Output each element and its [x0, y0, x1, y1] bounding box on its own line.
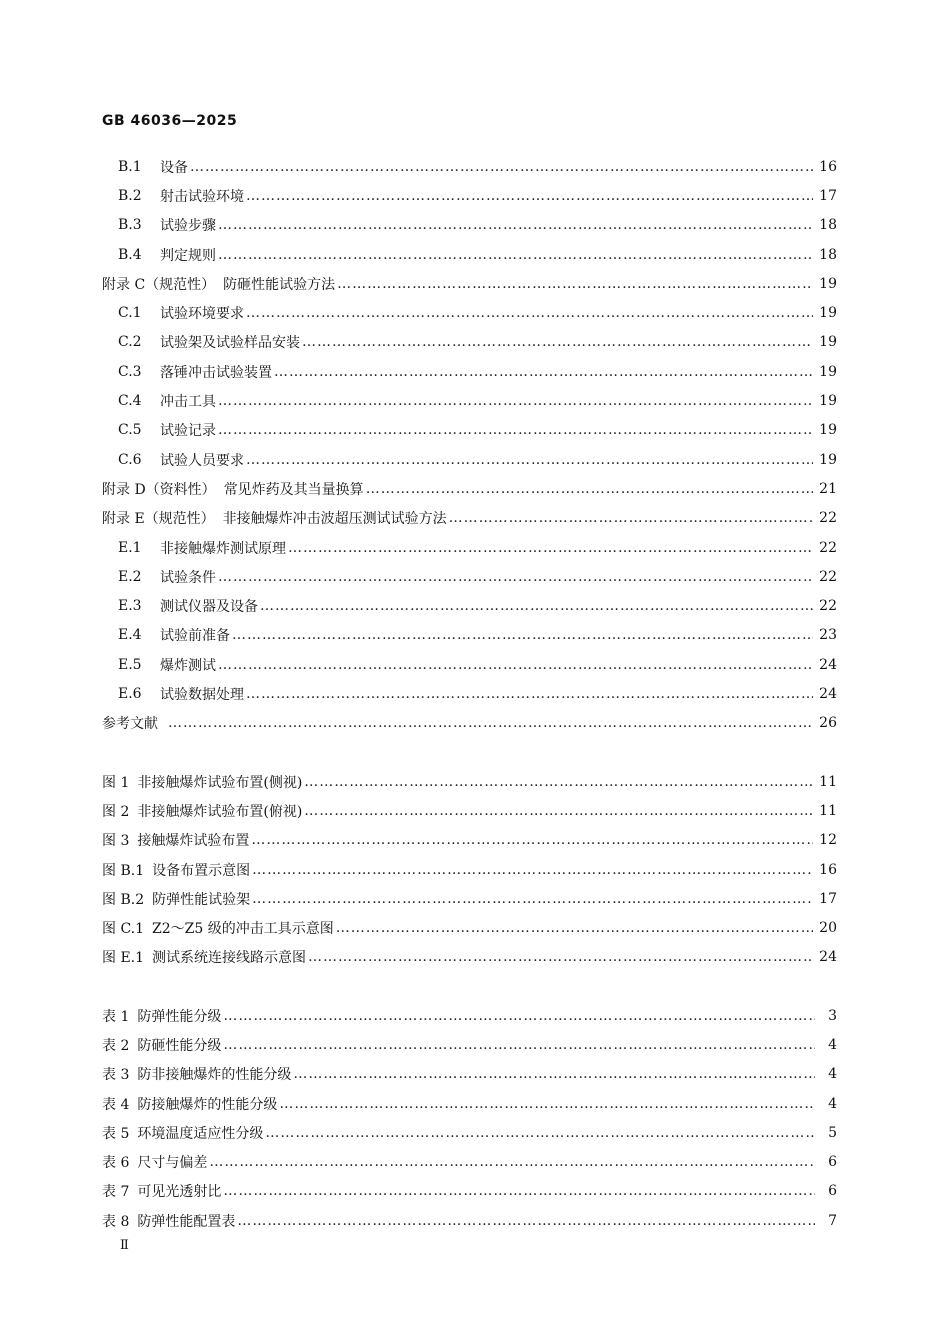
dot-leader	[293, 1066, 815, 1082]
toc-entry-title: 非接触爆炸冲击波超压测试试验方法	[222, 511, 447, 528]
toc-entry[interactable]	[102, 211, 837, 240]
toc-entry-number: 表 8	[102, 1213, 130, 1230]
toc-entry-page: 19	[819, 334, 837, 351]
dot-leader	[218, 657, 813, 673]
dot-leader	[218, 422, 813, 438]
toc-entry-page: 19	[819, 275, 837, 292]
toc-entry[interactable]	[102, 181, 837, 210]
toc-entry[interactable]	[102, 1147, 837, 1176]
toc-entry-page: 16	[819, 158, 837, 175]
toc-entry[interactable]	[102, 621, 837, 650]
toc-entry-page: 24	[819, 949, 837, 966]
toc-entry[interactable]	[102, 650, 837, 679]
toc-entry[interactable]	[102, 298, 837, 327]
toc-entry-number: 图 2	[102, 803, 130, 820]
toc-entry[interactable]	[102, 357, 837, 386]
toc-entry-title: 试验人员要求	[160, 452, 244, 469]
dot-leader	[246, 452, 813, 468]
toc-entry-title: 防弹性能配置表	[137, 1213, 236, 1230]
toc-entry-title: 试验前准备	[160, 628, 230, 645]
toc-entry-number: B.4	[118, 246, 142, 263]
toc-entry[interactable]	[102, 943, 837, 972]
dot-leader	[265, 1125, 815, 1141]
toc-entry-number: 附录 D（资料性）	[102, 481, 216, 498]
toc-entry-title: 射击试验环境	[160, 188, 244, 205]
toc-entry-page: 19	[819, 393, 837, 410]
dot-leader	[209, 1154, 815, 1170]
toc-entry-number: C.5	[118, 422, 142, 439]
toc-entry-number: C.1	[118, 305, 142, 322]
toc-entry-title: Z2～Z5 级的冲击工具示意图	[152, 921, 334, 938]
toc-entry-number: B.1	[118, 158, 142, 175]
toc-entry-page: 19	[819, 305, 837, 322]
toc-entry[interactable]	[102, 445, 837, 474]
toc-entry-page: 26	[819, 715, 837, 732]
toc-entry-page: 11	[819, 802, 837, 819]
toc-entry-title: 试验条件	[160, 569, 216, 586]
toc-entry-page: 19	[819, 422, 837, 439]
toc-entry-page: 20	[819, 920, 837, 937]
toc-entry-page: 11	[819, 773, 837, 790]
toc-entry[interactable]	[102, 679, 837, 708]
toc-entry-page: 23	[819, 627, 837, 644]
dot-leader	[304, 803, 813, 819]
toc-entry-page: 22	[819, 510, 837, 527]
toc-entry-title: 试验数据处理	[160, 686, 244, 703]
toc-entry-number: 图 B.1	[102, 862, 145, 879]
toc-entry-title: 防弹性能分级	[137, 1008, 222, 1025]
dot-leader	[218, 217, 813, 233]
toc-entry[interactable]	[102, 240, 837, 269]
toc-entry[interactable]	[102, 1060, 837, 1089]
toc-entry[interactable]	[102, 591, 837, 620]
dot-leader	[302, 334, 813, 350]
dot-leader	[336, 920, 813, 936]
toc-entry-title: 试验环境要求	[160, 306, 244, 323]
toc-figures-list	[102, 767, 837, 972]
toc-entry-number: E.4	[118, 627, 142, 644]
toc-entry-number: 表 1	[102, 1008, 130, 1025]
dot-leader	[252, 862, 813, 878]
toc-entry-number: 图 B.2	[102, 891, 145, 908]
toc-entry[interactable]	[102, 1030, 837, 1059]
toc-entry-number: E.3	[118, 598, 142, 615]
toc-entry-number: C.4	[118, 393, 142, 410]
toc-entry-page: 7	[828, 1212, 837, 1229]
dot-leader	[218, 247, 813, 263]
toc-entry-number: C.3	[118, 363, 142, 380]
toc-entry-page: 18	[819, 246, 837, 263]
toc-entry-number: 表 2	[102, 1037, 130, 1054]
document-code: GB 46036—2025	[102, 113, 238, 129]
toc-entry-number: 表 4	[102, 1096, 130, 1113]
toc-entry-title: 测试系统连接线路示意图	[152, 950, 307, 967]
toc-entry-number: 表 5	[102, 1125, 130, 1142]
toc-entry-page: 4	[828, 1095, 837, 1112]
dot-leader	[449, 510, 814, 526]
dot-leader	[223, 1183, 815, 1199]
toc-entry-number: B.2	[118, 187, 142, 204]
toc-entry-number: 参考文献	[102, 716, 158, 733]
dot-leader	[237, 1213, 815, 1229]
toc-entry-number: 附录 E（规范性）	[102, 511, 215, 528]
toc-entry-number: 图 1	[102, 774, 130, 791]
toc-entry-number: C.2	[118, 334, 142, 351]
toc-entry-number: E.5	[118, 656, 142, 673]
toc-entry[interactable]	[102, 152, 837, 181]
toc-entry-title: 防弹性能试验架	[152, 891, 251, 908]
dot-leader	[218, 393, 813, 409]
dot-leader	[218, 569, 813, 585]
toc-entry[interactable]	[102, 855, 837, 884]
toc-entry-title: 试验步骤	[160, 218, 216, 235]
toc-entry-title: 接触爆炸试验布置	[137, 833, 250, 850]
dot-leader	[252, 891, 813, 907]
toc-entry[interactable]	[102, 474, 837, 503]
dot-leader	[274, 364, 813, 380]
dot-leader	[246, 305, 813, 321]
dot-leader	[223, 1037, 815, 1053]
dot-leader	[366, 481, 813, 497]
toc-entry[interactable]	[102, 826, 837, 855]
toc-entry-title: 可见光透射比	[137, 1184, 222, 1201]
toc-entry-number: 表 7	[102, 1184, 130, 1201]
dot-leader	[260, 598, 813, 614]
toc-entry-title: 防砸性能试验方法	[223, 276, 336, 293]
toc-entry[interactable]	[102, 504, 837, 533]
toc-entry[interactable]	[102, 1177, 837, 1206]
toc-entry-title: 非接触爆炸测试原理	[160, 540, 286, 557]
toc-entry[interactable]	[102, 1001, 837, 1030]
toc-entry[interactable]	[102, 1118, 837, 1147]
toc-entry-number: C.6	[118, 451, 142, 468]
toc-entry-title: 试验架及试验样品安装	[160, 335, 300, 352]
toc-entry-number: 图 E.1	[102, 950, 145, 967]
toc-entry[interactable]	[102, 709, 837, 738]
toc-entry-page: 3	[828, 1007, 837, 1024]
toc-entry-number: E.2	[118, 568, 142, 585]
toc-entry-number: 图 C.1	[102, 921, 145, 938]
dot-leader	[190, 159, 813, 175]
toc-entry-title: 防接触爆炸的性能分级	[137, 1096, 278, 1113]
toc-entry-page: 19	[819, 363, 837, 380]
dot-leader	[246, 188, 813, 204]
dot-leader	[168, 715, 813, 731]
dot-leader	[251, 832, 813, 848]
dot-leader	[337, 276, 813, 292]
toc-entry-number: 图 3	[102, 833, 130, 850]
toc-entry-title: 非接触爆炸试验布置(俯视)	[137, 803, 303, 820]
toc-entry-page: 5	[828, 1124, 837, 1141]
toc-entry-title: 设备	[160, 159, 188, 176]
dot-leader	[246, 686, 813, 702]
toc-main-list	[102, 152, 837, 738]
toc-entry-page: 19	[819, 451, 837, 468]
toc-entry-number: 表 3	[102, 1067, 130, 1084]
toc-entry[interactable]	[102, 533, 837, 562]
toc-entry-page: 24	[819, 685, 837, 702]
toc-entry-number: B.3	[118, 217, 142, 234]
toc-entry-title: 落锤冲击试验装置	[160, 364, 272, 381]
toc-entry[interactable]	[102, 1206, 837, 1235]
toc-entry-title: 环境温度适应性分级	[137, 1125, 264, 1142]
page-number: Ⅱ	[120, 1238, 129, 1253]
toc-entry-page: 22	[819, 598, 837, 615]
toc-entry[interactable]	[102, 386, 837, 415]
toc-entry-title: 爆炸测试	[160, 657, 216, 674]
toc-entry-page: 12	[819, 832, 837, 849]
toc-entry-number: E.6	[118, 685, 142, 702]
toc-entry-title: 试验记录	[160, 423, 216, 440]
toc-entry[interactable]	[102, 416, 837, 445]
toc-entry-page: 22	[819, 539, 837, 556]
toc-tables-list	[102, 1001, 837, 1235]
toc-entry-title: 常见炸药及其当量换算	[223, 481, 364, 498]
toc-entry-number: E.1	[118, 539, 142, 556]
dot-leader	[279, 1096, 815, 1112]
toc-entry-title: 设备布置示意图	[152, 862, 251, 879]
toc-entry[interactable]	[102, 767, 837, 796]
dot-leader	[232, 627, 813, 643]
toc-entry-page: 17	[819, 890, 837, 907]
toc-entry-page: 22	[819, 568, 837, 585]
toc-entry[interactable]	[102, 913, 837, 942]
toc-entry-title: 非接触爆炸试验布置(侧视)	[137, 774, 303, 791]
toc-entry[interactable]	[102, 562, 837, 591]
toc-entry-title: 尺寸与偏差	[137, 1155, 208, 1172]
toc-entry-page: 6	[828, 1183, 837, 1200]
toc-entry[interactable]	[102, 1089, 837, 1118]
dot-leader	[223, 1008, 815, 1024]
toc-entry[interactable]	[102, 884, 837, 913]
toc-entry-title: 冲击工具	[160, 394, 216, 411]
toc-entry[interactable]	[102, 796, 837, 825]
toc-entry[interactable]	[102, 328, 837, 357]
toc-entry-number: 附录 C（规范性）	[102, 276, 216, 293]
toc-entry-page: 4	[828, 1066, 837, 1083]
dot-leader	[288, 540, 813, 556]
dot-leader	[308, 949, 813, 965]
toc-entry-page: 16	[819, 861, 837, 878]
toc-entry-page: 17	[819, 187, 837, 204]
toc-entry-page: 6	[828, 1154, 837, 1171]
toc-entry[interactable]	[102, 269, 837, 298]
toc-entry-title: 判定规则	[160, 247, 216, 264]
toc-entry-title: 防非接触爆炸的性能分级	[137, 1067, 292, 1084]
toc-entry-number: 表 6	[102, 1155, 130, 1172]
toc-entry-title: 测试仪器及设备	[160, 599, 258, 616]
toc-entry-page: 4	[828, 1036, 837, 1053]
toc-entry-title: 防砸性能分级	[137, 1037, 222, 1054]
toc-entry-page: 21	[819, 480, 837, 497]
toc-entry-page: 24	[819, 656, 837, 673]
toc-entry-page: 18	[819, 217, 837, 234]
dot-leader	[304, 774, 813, 790]
